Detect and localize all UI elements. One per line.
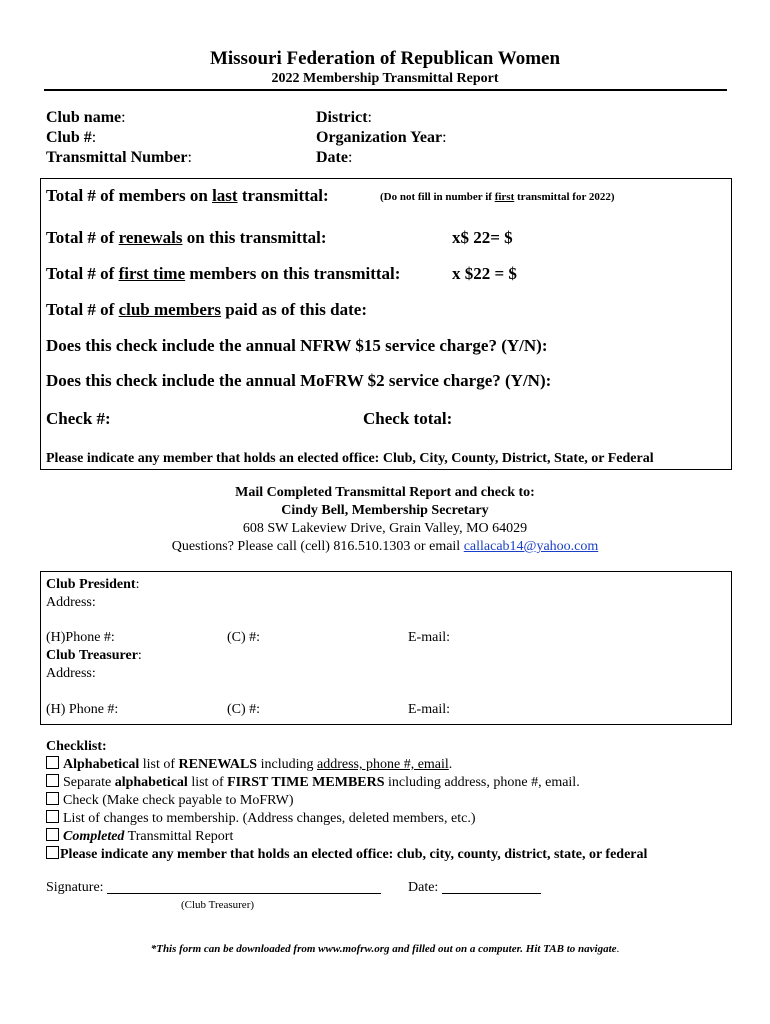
checklist-heading: Checklist: — [46, 739, 107, 754]
mofrw-question[interactable]: Does this check include the annual MoFRW $2 service charge? (Y/N): — [46, 371, 552, 390]
date-field[interactable]: Date: — [316, 149, 353, 166]
header-rule — [44, 89, 727, 91]
president-cell-phone[interactable]: (C) #: — [227, 630, 261, 645]
renewals-row[interactable]: Total # of renewals on this transmittal: — [46, 228, 327, 247]
president-home-phone[interactable]: (H)Phone #: — [46, 630, 115, 645]
email-link[interactable]: callacab14@yahoo.com — [463, 539, 599, 554]
first-time-calc[interactable]: x $22 = $ — [452, 264, 517, 283]
transmittal-number-label: Transmittal Number — [46, 149, 188, 166]
president-field[interactable]: Club President: — [46, 577, 140, 592]
club-name-field[interactable]: Club name: — [46, 109, 126, 126]
organization-year-field[interactable]: Organization Year: — [316, 129, 447, 146]
president-label: Club President — [46, 577, 136, 592]
mailing-address: 608 SW Lakeview Drive, Grain Valley, MO 64029 — [242, 521, 528, 536]
renewals-calc[interactable]: x$ 22= $ — [452, 228, 513, 247]
signature-date-label: Date: — [408, 880, 439, 895]
checklist-item[interactable]: Separate alphabetical list of FIRST TIME MEMBERS including address, phone #, email. — [46, 774, 580, 791]
checklist-item[interactable]: Alphabetical list of RENEWALS including address, phone #, email. — [46, 756, 452, 773]
date-line[interactable] — [442, 893, 541, 894]
signature-label: Signature: — [46, 880, 104, 895]
last-transmittal-row[interactable]: Total # of members on last transmittal: — [46, 186, 329, 205]
checklist-item[interactable]: Please indicate any member that holds an elected office: club, city, county, district, state, or federal — [46, 846, 647, 863]
first-time-row[interactable]: Total # of first time members on this transmittal: — [46, 264, 401, 283]
signature-line[interactable] — [107, 893, 381, 894]
checkbox[interactable] — [46, 846, 59, 859]
signature-sublabel: (Club Treasurer) — [181, 899, 255, 911]
transmittal-number-field[interactable]: Transmittal Number: — [46, 149, 192, 166]
questions-line: Questions? Please call (cell) 816.510.1303 or email callacab14@yahoo.com — [171, 539, 599, 554]
checklist-item[interactable]: Completed Transmittal Report — [46, 828, 233, 845]
club-number-label: Club # — [46, 129, 92, 146]
page-subtitle: 2022 Membership Transmittal Report — [271, 71, 499, 86]
signature-field[interactable] — [46, 880, 381, 896]
district-field[interactable]: District: — [316, 109, 372, 126]
last-transmittal-note: (Do not fill in number if first transmittal for 2022) — [380, 191, 615, 203]
club-members-row[interactable]: Total # of club members paid as of this date: — [46, 300, 367, 319]
treasurer-email[interactable]: E-mail: — [408, 702, 450, 717]
signature-date-field[interactable] — [408, 880, 541, 896]
officers-box — [40, 571, 732, 725]
checkbox[interactable] — [46, 774, 59, 787]
checkbox[interactable] — [46, 828, 59, 841]
elected-office-note: Please indicate any member that holds an elected office: Club, City, County, District, State, or Federal — [46, 451, 654, 466]
president-email[interactable]: E-mail: — [408, 630, 450, 645]
treasurer-cell-phone[interactable]: (C) #: — [227, 702, 261, 717]
organization-year-label: Organization Year — [316, 129, 443, 146]
treasurer-label: Club Treasurer — [46, 648, 138, 663]
checkbox[interactable] — [46, 792, 59, 805]
footer-note: *This form can be downloaded from www.mofrw.org and filled out on a computer. Hit TAB to navigate. — [150, 943, 620, 955]
club-name-label: Club name — [46, 109, 122, 126]
mail-instructions: Mail Completed Transmittal Report and check to: — [235, 485, 535, 500]
date-label: Date — [316, 149, 348, 166]
treasurer-home-phone[interactable]: (H) Phone #: — [46, 702, 119, 717]
checkbox[interactable] — [46, 810, 59, 823]
treasurer-address[interactable]: Address: — [46, 666, 96, 681]
president-address[interactable]: Address: — [46, 595, 96, 610]
checklist-item[interactable]: List of changes to membership. (Address changes, deleted members, etc.) — [46, 810, 475, 827]
treasurer-field[interactable]: Club Treasurer: — [46, 648, 142, 663]
checklist-item[interactable]: Check (Make check payable to MoFRW) — [46, 792, 294, 809]
membership-secretary: Cindy Bell, Membership Secretary — [281, 503, 489, 518]
nfrw-question[interactable]: Does this check include the annual NFRW $15 service charge? (Y/N): — [46, 336, 548, 355]
check-number-field[interactable]: Check #: — [46, 409, 111, 428]
district-label: District — [316, 109, 368, 126]
page-title: Missouri Federation of Republican Women — [209, 48, 561, 69]
club-number-field[interactable]: Club #: — [46, 129, 97, 146]
checkbox[interactable] — [46, 756, 59, 769]
check-total-field[interactable]: Check total: — [363, 409, 453, 428]
